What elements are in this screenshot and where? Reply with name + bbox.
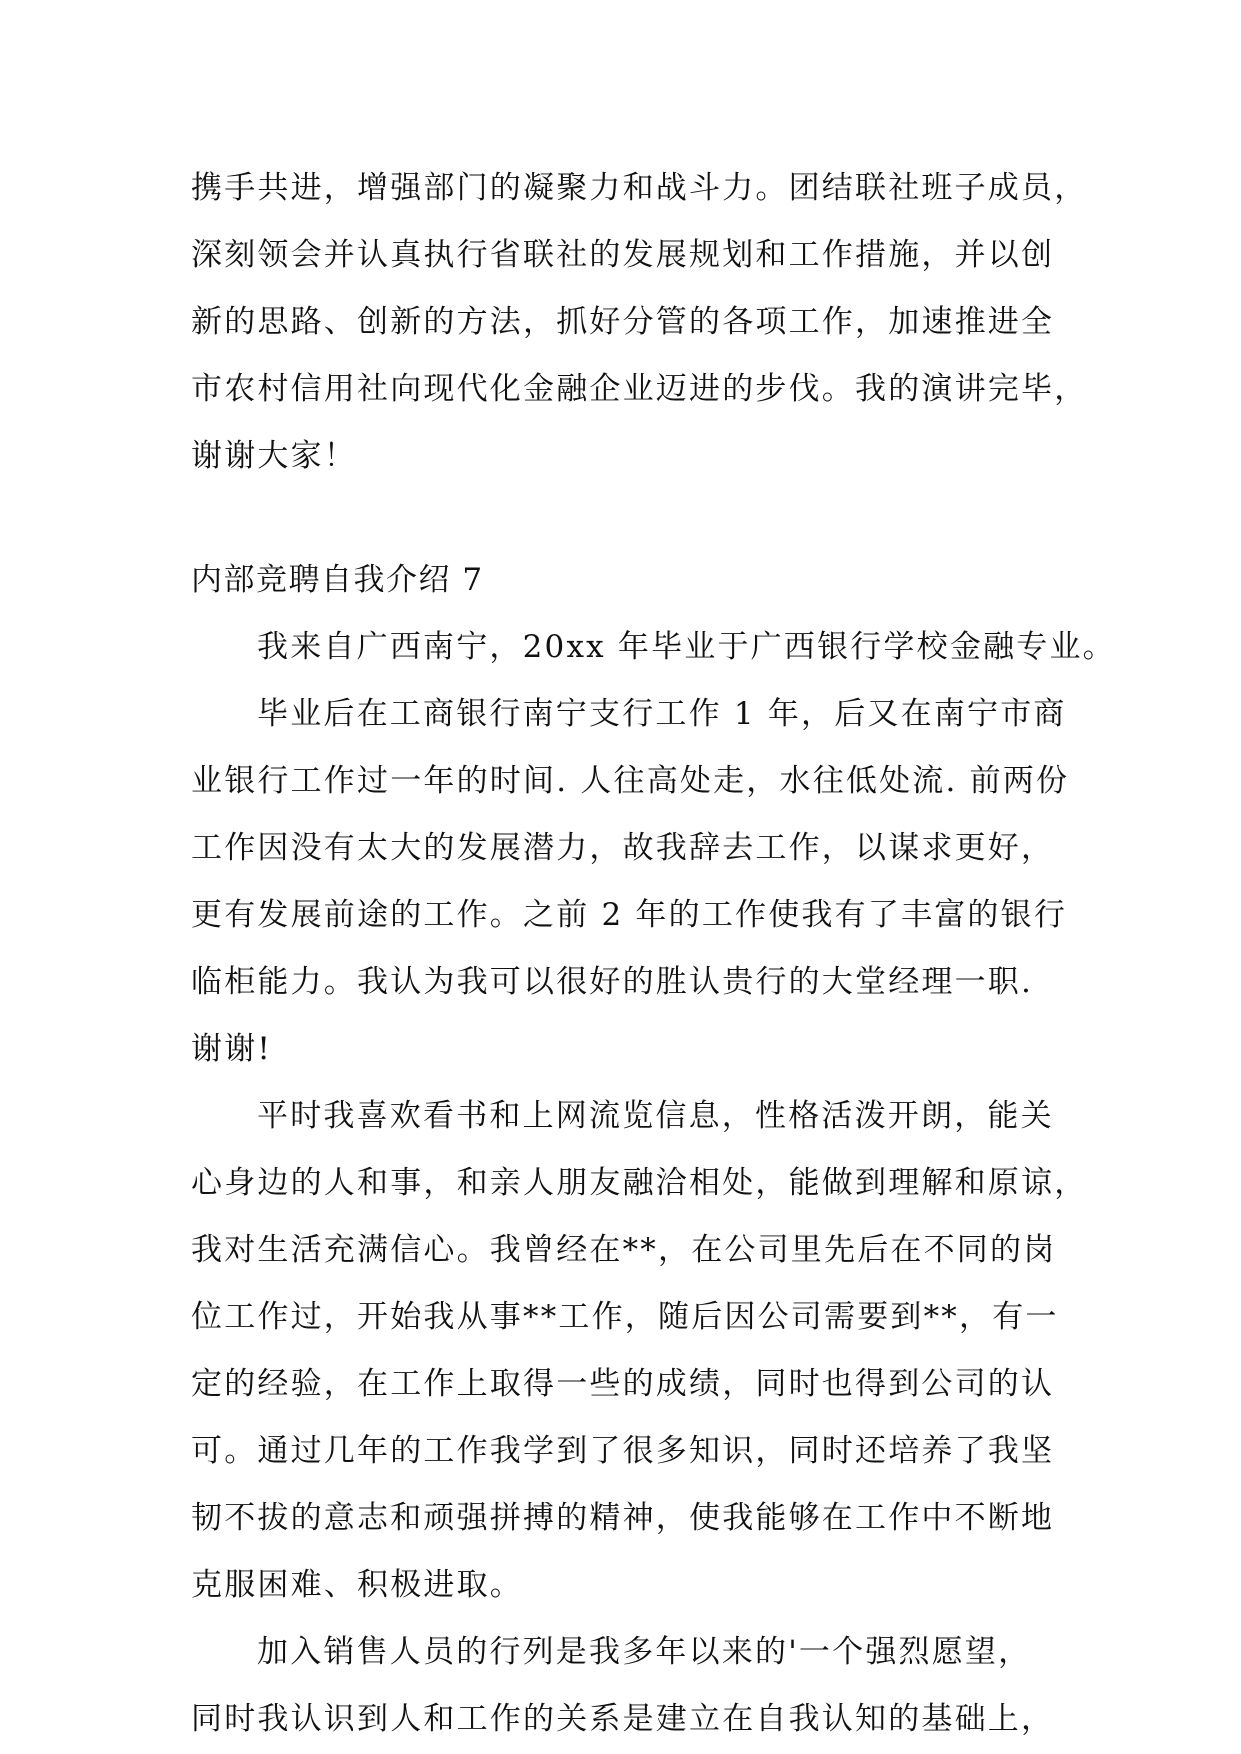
body-text-line: 临柜能力。我认为我可以很好的胜认贵行的大堂经理一职. xyxy=(191,964,1034,1000)
body-text-line: 谢谢大家！ xyxy=(191,438,357,474)
body-text-line: 同时我认识到人和工作的关系是建立在自我认知的基础上， xyxy=(191,1701,1055,1737)
body-text-line: 市农村信用社向现代化金融企业迈进的步伐。我的演讲完毕， xyxy=(191,371,1088,407)
body-text-line: 心身边的人和事，和亲人朋友融洽相处，能做到理解和原谅， xyxy=(191,1165,1088,1201)
body-text-line: 定的经验，在工作上取得一些的成绩，同时也得到公司的认 xyxy=(191,1366,1055,1402)
body-text-line: 工作因没有太大的发展潜力，故我辞去工作，以谋求更好， xyxy=(191,830,1055,866)
body-text-line: 业银行工作过一年的时间. 人往高处走，水往低处流. 前两份 xyxy=(191,763,1070,799)
body-text-line: 平时我喜欢看书和上网流览信息，性格活泼开朗，能关 xyxy=(257,1098,1054,1134)
body-text-line: 克服困难、积极进取。 xyxy=(191,1567,523,1603)
body-text-line: 深刻领会并认真执行省联社的发展规划和工作措施，并以创 xyxy=(191,237,1055,273)
body-text-line: 更有发展前途的工作。之前 2 年的工作使我有了丰富的银行 xyxy=(191,897,1068,933)
section-heading: 内部竞聘自我介绍 7 xyxy=(191,562,484,598)
body-text-line: 我对生活充满信心。我曾经在**，在公司里先后在不同的岗 xyxy=(191,1232,1057,1268)
body-text-line: 新的思路、创新的方法，抓好分管的各项工作，加速推进全 xyxy=(191,304,1055,340)
body-text-line: 可。通过几年的工作我学到了很多知识，同时还培养了我坚 xyxy=(191,1433,1055,1469)
body-text-line: 谢谢! xyxy=(191,1031,273,1067)
body-text-line: 韧不拔的意志和顽强拼搏的精神，使我能够在工作中不断地 xyxy=(191,1500,1055,1536)
body-text-line: 位工作过，开始我从事**工作，随后因公司需要到**，有一 xyxy=(191,1299,1059,1335)
body-text-line: 携手共进，增强部门的凝聚力和战斗力。团结联社班子成员， xyxy=(191,170,1088,206)
body-text-line: 加入销售人员的行列是我多年以来的'一个强烈愿望， xyxy=(257,1634,1032,1670)
body-text-line: 我来自广西南宁，20xx 年毕业于广西银行学校金融专业。 xyxy=(257,629,1116,665)
body-text-line: 毕业后在工商银行南宁支行工作 1 年，后又在南宁市商 xyxy=(257,696,1067,732)
